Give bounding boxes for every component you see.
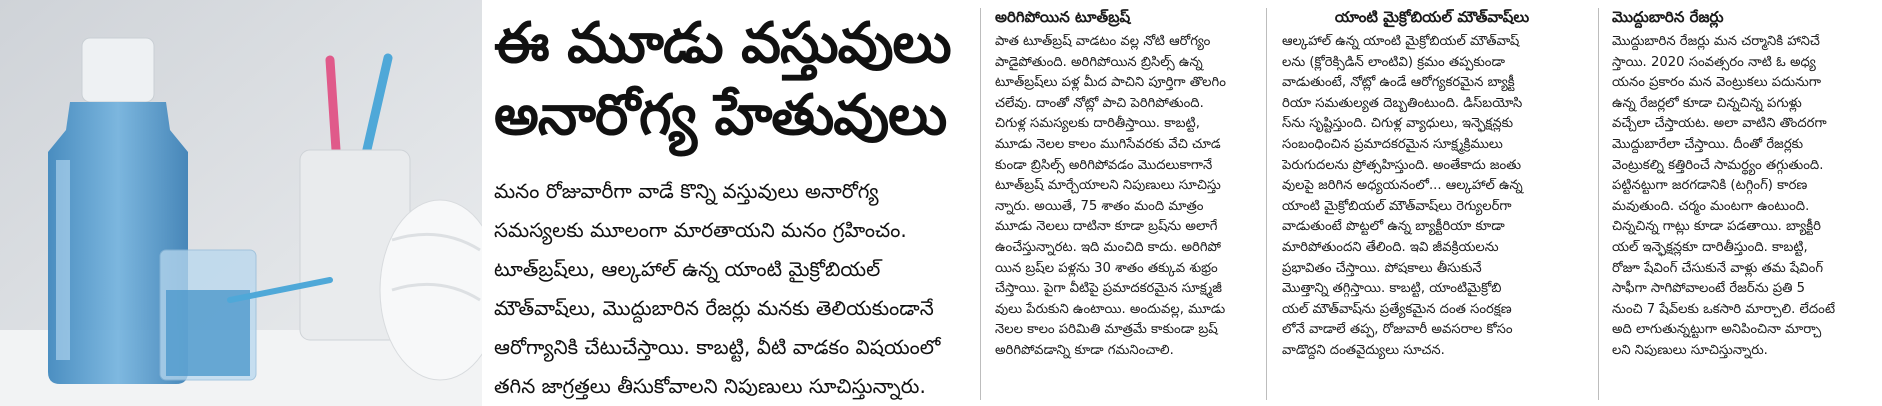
- column-line: పెరుగుదలను ప్రోత్సహిస్తుంది. అంతేకాదు జంతు: [1282, 157, 1522, 173]
- article-lede: మనం రోజువారీగా వాడే కొన్ని వస్తువులు అనారోగ్య సమస్యలకు మూలంగా మారతాయని మనం గ్రహించం. టూత్‌బ్రష్‌లు, ఆల్కహాల్ ఉన్న యాంటి మైక్రోబియల్ మౌత్‌వాష్‌లు, మొద్దుబారిన రేజర్లు మనకు తెలియకుండానే ఆరోగ్యానికి చేటుచేస్తాయి. కాబట్టి, వీటి వాడకం విషయంలో తగిన జాగ్రత్తలు తీసుకోవాలని నిపుణులు సూచిస్తున్నారు.: [494, 179, 941, 398]
- column-line: చలేవు. దాంతో నోట్లో పాచి పెరిగిపోతుంది.: [995, 95, 1204, 111]
- column-heading: యాంటి మైక్రోబియల్ మౌత్‌వాష్‌లు: [1334, 8, 1530, 26]
- column-line: స్‌ను సృష్టిస్తుంది. చిగుళ్ల వ్యాధులు, ఇన్ఫెక్షన్లకు: [1282, 116, 1514, 132]
- column-line: రోజూ షేవింగ్ చేసుకునే వాళ్లు తమ షేవింగ్: [1612, 260, 1824, 276]
- column-line: టూత్‌బ్రష్‌లు పళ్ల మీద పాచిని పూర్తిగా తొలగిం: [995, 75, 1226, 91]
- column-dull-razors: [1612, 6, 1874, 402]
- column-line: టూత్‌బ్రష్ మార్చేయాలని నిపుణులు సూచిస్తు: [995, 178, 1221, 194]
- column-line: వులపై జరిగిన అధ్యయనంలో... ఆల్కహాల్ ఉన్న: [1282, 178, 1523, 194]
- column-line: మొద్దుబారేలా చేస్తాయి. దీంతో రేజర్లకు: [1612, 136, 1804, 152]
- column-line: వులు పేరుకుని ఉంటాయి. అందువల్ల, మూడు: [995, 301, 1226, 317]
- column-divider: [980, 8, 981, 400]
- column-line: యిన బ్రష్‌ల పళ్లను 30 శాతం తక్కువ శుభ్రం: [995, 260, 1218, 276]
- column-line: చిన్నచిన్న గాట్లు కూడా పడతాయి. బ్యాక్టీరి: [1612, 219, 1821, 235]
- column-line: ఉంచేస్తున్నారట. ఇది మంచిది కాదు. అరిగిపో: [995, 239, 1221, 255]
- column-line: యాంటి మైక్రోబియల్ మౌత్‌వాష్‌లు రెగ్యులర్‌గా: [1282, 198, 1512, 214]
- column-divider: [1266, 8, 1267, 400]
- column-line: మూడు నెలలు దాటినా కూడా బ్రష్‌ను అలాగే: [995, 219, 1218, 235]
- article-photo: [0, 0, 482, 406]
- column-line: చిగుళ్ల సమస్యలకు దారితీస్తాయి. కాబట్టి,: [995, 116, 1200, 132]
- column-line: యల్ ఇన్ఫెక్షన్లకూ దారితీస్తుంది. కాబట్టి,: [1612, 239, 1808, 255]
- column-line: సంబంధించిన ప్రమాదకరమైన సూక్ష్మక్రిములు: [1282, 136, 1503, 152]
- column-line: వచ్చేలా చేస్తాయట. అలా వాటిని తొందరగా: [1612, 116, 1827, 132]
- column-line: వెంట్రుకల్ని కత్తిరించే సామర్థ్యం తగ్గుతుంది.: [1612, 157, 1824, 173]
- column-mouthwash: [1282, 6, 1582, 402]
- column-line: నెలల కాలం పరిమితి మాత్రమే కాకుండా బ్రష్: [995, 322, 1218, 338]
- column-line: రియా సమతుల్యత దెబ్బతింటుంది. డిస్‌బయోసి: [1282, 95, 1523, 111]
- column-line: మారిపోతుందని తేలింది. ఇవి జీవక్రియలను: [1282, 239, 1499, 255]
- column-heading: మొద్దుబారిన రేజర్లు: [1612, 8, 1724, 26]
- column-line: పట్టినట్టుగా జరగడానికి (టగ్గింగ్) కారణ: [1612, 178, 1808, 194]
- column-line: వాడుతుంటే, నోట్లో ఉండే ఆరోగ్యకరమైన బ్యాక్టీ: [1282, 75, 1515, 91]
- column-line: మవుతుంది. చర్మం మంటగా ఉంటుంది.: [1612, 198, 1810, 214]
- column-line: మొత్తాన్ని తగ్గిస్తాయి. కాబట్టి, యాంటిమైక్రోబి: [1282, 281, 1502, 297]
- column-line: పాత టూత్‌బ్రష్ వాడటం వల్ల నోటి ఆరోగ్యం: [995, 34, 1211, 49]
- column-line: మొద్దుబారిన రేజర్లు మన చర్మానికి హానిచే: [1612, 34, 1820, 49]
- column-line: యల్ మౌత్‌వాష్‌ను ప్రత్యేకమైన దంత సంరక్షణ: [1282, 301, 1512, 317]
- column-line: వాడుతుంటే పొట్టలో ఉన్న బ్యాక్టీరియా కూడా: [1282, 219, 1505, 235]
- column-heading: అరిగిపోయిన టూత్‌బ్రష్: [995, 8, 1131, 26]
- column-line: న్నారు. అయితే, 75 శాతం మంది మాత్రం: [995, 198, 1204, 214]
- column-line: నుంచి 7 షేవ్‌లకు ఒకసారి మార్చాలి. లేదంటే: [1612, 301, 1836, 317]
- column-line: పాడైపోతుంది. అరిగిపోయిన బ్రిసిల్స్ ఉన్న: [995, 54, 1203, 70]
- column-old-toothbrush: [995, 6, 1247, 402]
- column-line: అరిగిపోవడాన్ని కూడా గమనించాలి.: [995, 342, 1174, 358]
- column-line: ఉన్న రేజర్లలో కూడా చిన్నచిన్న పగుళ్లు: [1612, 95, 1802, 111]
- column-line: సాఫీగా సాగిపోవాలంటే రేజర్‌ను ప్రతి 5: [1612, 281, 1805, 297]
- column-line: ప్రభావితం చేస్తాయి. పోషకాలు తీసుకునే: [1282, 260, 1482, 276]
- column-line: యనం ప్రకారం మన వెంట్రుకలు పదునుగా: [1612, 75, 1822, 91]
- headline-line-1: ఈ మూడు వస్తువులు: [494, 11, 951, 76]
- column-line: మూడు నెలల కాలం ముగిసేవరకు వేచి చూడ: [995, 136, 1221, 152]
- article-headline: [494, 8, 964, 152]
- column-line: లను (క్లోరెక్సిడిన్ లాంటివి) క్రమం తప్పకుండా: [1282, 54, 1505, 70]
- column-line: లని నిపుణులు సూచిస్తున్నారు.: [1612, 342, 1768, 358]
- column-line: వాడొద్దని దంతవైద్యులు సూచన.: [1282, 342, 1445, 358]
- column-line: ఆల్కహాల్ ఉన్న యాంటి మైక్రోబియల్ మౌత్‌వాష్: [1282, 34, 1520, 49]
- column-line: కుండా బ్రిసిల్స్ అరిగిపోవడం మొదలుకాగానే: [995, 157, 1213, 173]
- column-line: స్తాయి. 2020 సంవత్సరం నాటి ఓ అధ్య: [1612, 54, 1816, 70]
- column-line: లోనే వాడాలే తప్ప, రోజువారీ అవసరాల కోసం: [1282, 322, 1513, 338]
- mouthwash-toothbrush-photo: [0, 0, 482, 406]
- column-line: చేస్తాయి. పైగా వీటిపై ప్రమాదకరమైన సూక్ష్మజీ: [995, 281, 1222, 297]
- column-divider: [1598, 8, 1599, 400]
- headline-line-2: అనారోగ్య హేతువులు: [494, 83, 947, 148]
- column-line: అది లాగుతున్నట్టుగా అనిపించినా మార్చా: [1612, 322, 1822, 338]
